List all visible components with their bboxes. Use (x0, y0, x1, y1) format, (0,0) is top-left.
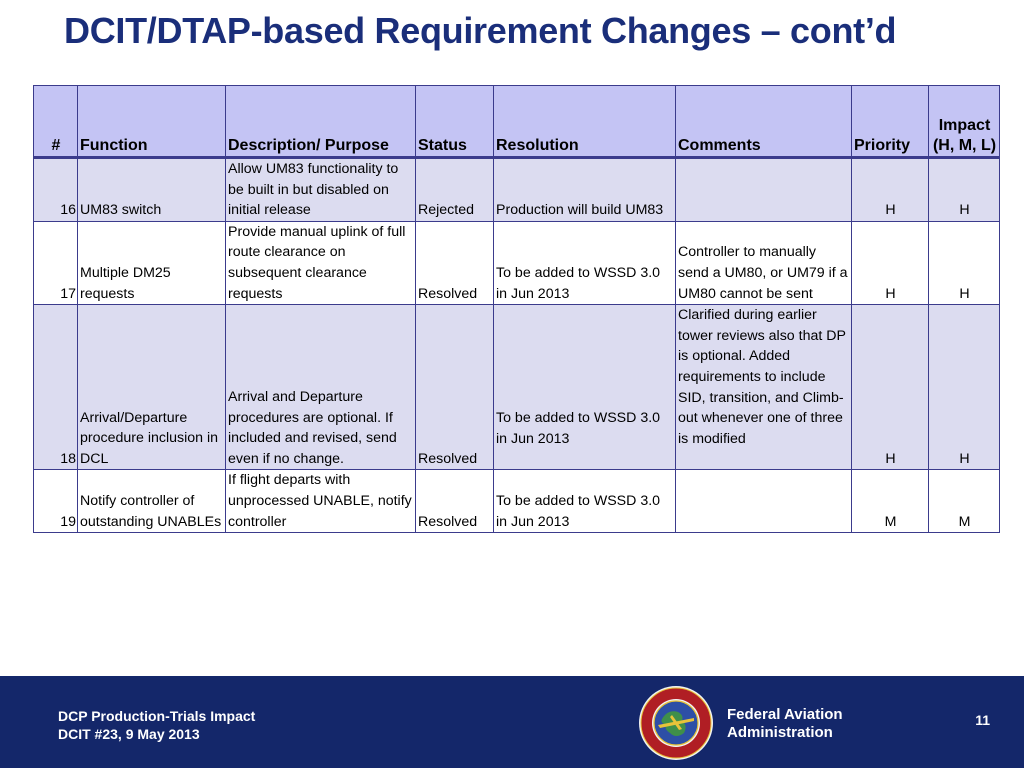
cell-status: Rejected (416, 158, 494, 222)
cell-priority: H (852, 305, 929, 470)
cell-function: UM83 switch (78, 158, 226, 222)
cell-resolution: To be added to WSSD 3.0 in Jun 2013 (494, 305, 676, 470)
footer-bar (0, 676, 1024, 768)
cell-function: Multiple DM25 requests (78, 221, 226, 304)
requirements-table (33, 85, 1000, 533)
table-row (34, 221, 1000, 304)
cell-description: Allow UM83 functionality to be built in but disabled on initial release (226, 158, 416, 222)
cell-resolution: To be added to WSSD 3.0 in Jun 2013 (494, 470, 676, 533)
cell-status: Resolved (416, 221, 494, 304)
cell-function: Notify controller of outstanding UNABLEs (78, 470, 226, 533)
table-row (34, 158, 1000, 222)
col-header-description: Description/ Purpose (226, 86, 416, 158)
cell-num: 17 (34, 221, 78, 304)
cell-comments: Clarified during earlier tower reviews also that DP is optional. Added requirements to include SID, transition, and Climb-out whenever one of three is modified (676, 305, 852, 470)
table-header-row (34, 86, 1000, 158)
cell-status: Resolved (416, 305, 494, 470)
col-header-num: # (34, 86, 78, 158)
col-header-resolution: Resolution (494, 86, 676, 158)
cell-num: 16 (34, 158, 78, 222)
cell-impact: M (929, 470, 1000, 533)
cell-function: Arrival/Departure procedure inclusion in DCL (78, 305, 226, 470)
footer-presentation-info (58, 707, 255, 743)
col-header-status: Status (416, 86, 494, 158)
col-header-comments: Comments (676, 86, 852, 158)
agency-line-2: Administration (727, 724, 833, 741)
cell-comments (676, 470, 852, 533)
cell-comments (676, 158, 852, 222)
cell-priority: M (852, 470, 929, 533)
agency-name (727, 706, 843, 742)
cell-priority: H (852, 221, 929, 304)
cell-description: Arrival and Departure procedures are optional. If included and revised, send even if no change. (226, 305, 416, 470)
cell-comments: Controller to manually send a UM80, or UM79 if a UM80 cannot be sent (676, 221, 852, 304)
cell-resolution: To be added to WSSD 3.0 in Jun 2013 (494, 221, 676, 304)
cell-impact: H (929, 221, 1000, 304)
footer-line-1: DCP Production-Trials Impact (58, 708, 256, 724)
cell-priority: H (852, 158, 929, 222)
cell-description: If flight departs with unprocessed UNABLE, notify controller (226, 470, 416, 533)
cell-status: Resolved (416, 470, 494, 533)
footer-line-2: DCIT #23, 9 May 2013 (58, 726, 200, 742)
col-header-priority: Priority (852, 86, 929, 158)
page-number: 11 (975, 712, 990, 728)
cell-num: 18 (34, 305, 78, 470)
agency-line-1: Federal Aviation (727, 706, 843, 723)
cell-description: Provide manual uplink of full route clearance on subsequent clearance requests (226, 221, 416, 304)
slide-title: DCIT/DTAP-based Requirement Changes – cont’d (64, 10, 897, 51)
cell-impact: H (929, 305, 1000, 470)
table-row (34, 305, 1000, 470)
cell-resolution: Production will build UM83 (494, 158, 676, 222)
cell-impact: H (929, 158, 1000, 222)
col-header-function: Function (78, 86, 226, 158)
col-header-impact: Impact (H, M, L) (929, 86, 1000, 158)
cell-num: 19 (34, 470, 78, 533)
faa-seal-icon (638, 685, 714, 761)
table-row (34, 470, 1000, 533)
